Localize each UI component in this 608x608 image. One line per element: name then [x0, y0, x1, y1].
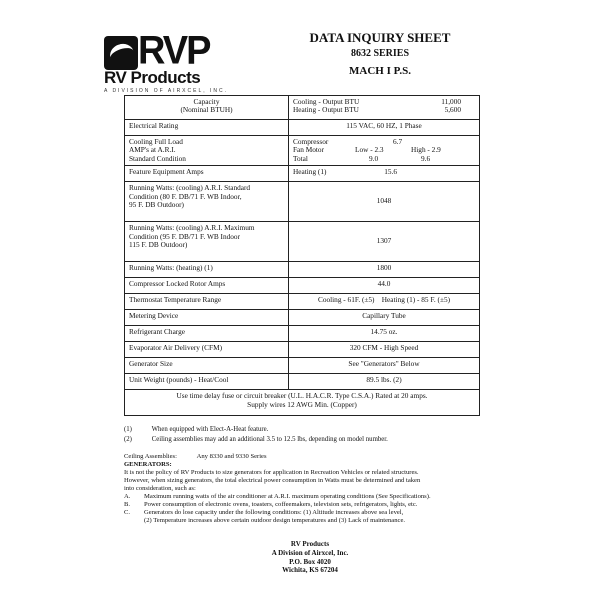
list-key: A. [124, 493, 131, 501]
full-load-line: Standard Condition [129, 153, 186, 163]
fan-high: High - 2.9 [411, 145, 441, 155]
total-low: 9.0 [369, 153, 379, 163]
generators-paragraph: However, when sizing generators, the total electrical power consumption in Watts must be determined and taken [124, 477, 421, 485]
rw-max-line: Condition (95 F. DB/71 F. WB Indoor [129, 231, 240, 241]
full-load-label [125, 136, 289, 166]
table-row [125, 310, 480, 326]
full-load-values [289, 136, 480, 166]
rw-standard-line: Running Watts: (cooling) A.R.I. Standard [129, 183, 251, 193]
total-label: Total [293, 153, 308, 163]
rw-heating-label: Running Watts: (heating) (1) [125, 262, 289, 278]
page-title: DATA INQUIRY SHEET [309, 30, 451, 45]
heating-output-row [293, 106, 475, 114]
footer-company: RV Products [290, 540, 330, 548]
footnote-text: Ceiling assemblies may add an additional 3.5 to 12.5 lbs, depending on model number. [151, 436, 388, 443]
lra-value: 44.0 [289, 278, 480, 294]
list-text-line: (2) Temperature increases above certain outdoor design temperatures and (3) Lack of maintenance. [144, 517, 406, 525]
spec-table [124, 95, 480, 416]
ceiling-value: Any 8330 and 9330 Series [196, 453, 267, 460]
fuse-line: Use time delay fuse or circuit breaker (U.L. H.A.C.R. Type C.S.A.) Rated at 20 amps. [176, 391, 428, 401]
rw-standard-line: Condition (80 F. DB/71 F. WB Indoor, [129, 191, 242, 201]
rw-max-line: Running Watts: (cooling) A.R.I. Maximum [129, 223, 255, 233]
refrigerant-value: 14.75 oz. [289, 326, 480, 342]
list-item [124, 509, 504, 525]
compressor-value: 6.7 [393, 137, 403, 146]
brand-name: RV Products [104, 68, 201, 87]
electrical-value: 115 VAC, 60 HZ, 1 Phase [289, 120, 480, 136]
table-row [125, 294, 480, 310]
feature-amps-value [289, 166, 480, 182]
list-text: Power consumption of electronic ovens, toasters, coffeemakers, television sets, refrigerators, lights, etc. [144, 501, 418, 509]
lra-label: Compressor Locked Rotor Amps [125, 278, 289, 294]
capacity-label-line: Capacity [193, 97, 220, 106]
footer-po-box: P.O. Box 4020 [289, 557, 331, 566]
feature-heating-label: Heating (1) [293, 167, 327, 177]
table-row [125, 166, 480, 182]
rw-max-line: 115 F. DB Outdoor) [129, 239, 188, 249]
footnote-2 [124, 436, 388, 443]
rw-max-label [125, 222, 289, 262]
list-item [124, 501, 504, 509]
footnote-key: (2) [124, 436, 132, 443]
metering-value: Capillary Tube [289, 310, 480, 326]
full-load-line: Cooling Full Load [129, 137, 183, 146]
table-row [125, 262, 480, 278]
rw-standard-label [125, 182, 289, 222]
amps-grid [293, 138, 475, 163]
generator-size-label: Generator Size [125, 358, 289, 374]
rw-heating-value: 1800 [289, 262, 480, 278]
table-row [125, 222, 480, 262]
table-row [125, 326, 480, 342]
full-load-line: AMP's at A.R.I. [129, 145, 176, 155]
generators-heading: GENERATORS: [124, 461, 172, 469]
rw-standard-value: 1048 [289, 182, 480, 222]
cooling-value: 11,000 [441, 97, 461, 106]
cooling-label: Cooling - Output BTU [293, 97, 360, 106]
table-row [125, 96, 480, 120]
cfm-value: 320 CFM - High Speed [289, 342, 480, 358]
table-row [125, 136, 480, 166]
logo-text: RVP [138, 28, 210, 74]
table-row [125, 358, 480, 374]
footnote-1 [124, 426, 268, 433]
feature-amps-label: Feature Equipment Amps [125, 166, 289, 182]
capacity-label [125, 96, 289, 120]
ceiling-assemblies [124, 453, 504, 461]
swoosh-icon [104, 36, 138, 70]
company-footer [200, 540, 420, 575]
fuse-line: Supply wires 12 AWG Min. (Copper) [247, 399, 357, 409]
footer-division: A Division of Airxcel, Inc. [271, 548, 349, 557]
generator-notes [124, 453, 504, 525]
list-item [124, 493, 504, 501]
cfm-label: Evaporator Air Delivery (CFM) [125, 342, 289, 358]
rw-max-value: 1307 [289, 222, 480, 262]
fuse-note [125, 390, 480, 416]
table-row [125, 390, 480, 416]
footnote-text: When equipped with Elect-A-Heat feature. [151, 426, 269, 433]
list-text [144, 509, 405, 525]
weight-value: 89.5 lbs. (2) [289, 374, 480, 390]
fan-label: Fan Motor [293, 145, 325, 155]
thermostat-value: Cooling - 61F. (±5) Heating (1) - 85 F. (±5) [289, 294, 480, 310]
table-row [125, 120, 480, 136]
ceiling-label: Ceiling Assemblies: [124, 453, 177, 460]
metering-label: Metering Device [125, 310, 289, 326]
feature-heating-value: 15.6 [384, 167, 398, 177]
list-key: C. [124, 509, 131, 517]
model-label: MACH I P.S. [349, 65, 411, 77]
weight-label: Unit Weight (pounds) - Heat/Cool [125, 374, 289, 390]
generators-paragraph: into consideration, such as: [124, 485, 196, 493]
list-key: B. [124, 501, 131, 509]
refrigerant-label: Refrigerant Charge [125, 326, 289, 342]
generators-paragraph: It is not the policy of RV Products to size generators for application in Recreation Vehicles or related structures. [124, 469, 419, 477]
table-row [125, 182, 480, 222]
capacity-label-line: (Nominal BTUH) [180, 105, 233, 115]
electrical-label: Electrical Rating [125, 120, 289, 136]
compressor-label: Compressor [293, 137, 329, 146]
total-high: 9.6 [421, 153, 431, 163]
list-text-line: Generators do lose capacity under the following conditions: (1) Altitude increases above sea level, [144, 509, 404, 517]
table-row [125, 278, 480, 294]
generator-size-value: See "Generators" Below [289, 358, 480, 374]
list-text: Maximum running watts of the air conditioner at A.R.I. maximum operating conditions (See Specifications). [144, 493, 431, 501]
fan-low: Low - 2.3 [355, 145, 384, 155]
table-row [125, 342, 480, 358]
footer-city: Wichita, KS 67204 [282, 566, 338, 575]
series-label: 8632 SERIES [350, 48, 410, 59]
rw-standard-line: 95 F. DB Outdoor) [129, 199, 184, 209]
table-row [125, 374, 480, 390]
footnote-key: (1) [124, 426, 132, 433]
brand-subtitle: A DIVISION OF AIRXCEL, INC. [104, 88, 229, 94]
heating-label: Heating - Output BTU [293, 105, 359, 115]
capacity-value [289, 96, 480, 120]
heating-value: 5,600 [444, 105, 461, 115]
thermostat-label: Thermostat Temperature Range [125, 294, 289, 310]
